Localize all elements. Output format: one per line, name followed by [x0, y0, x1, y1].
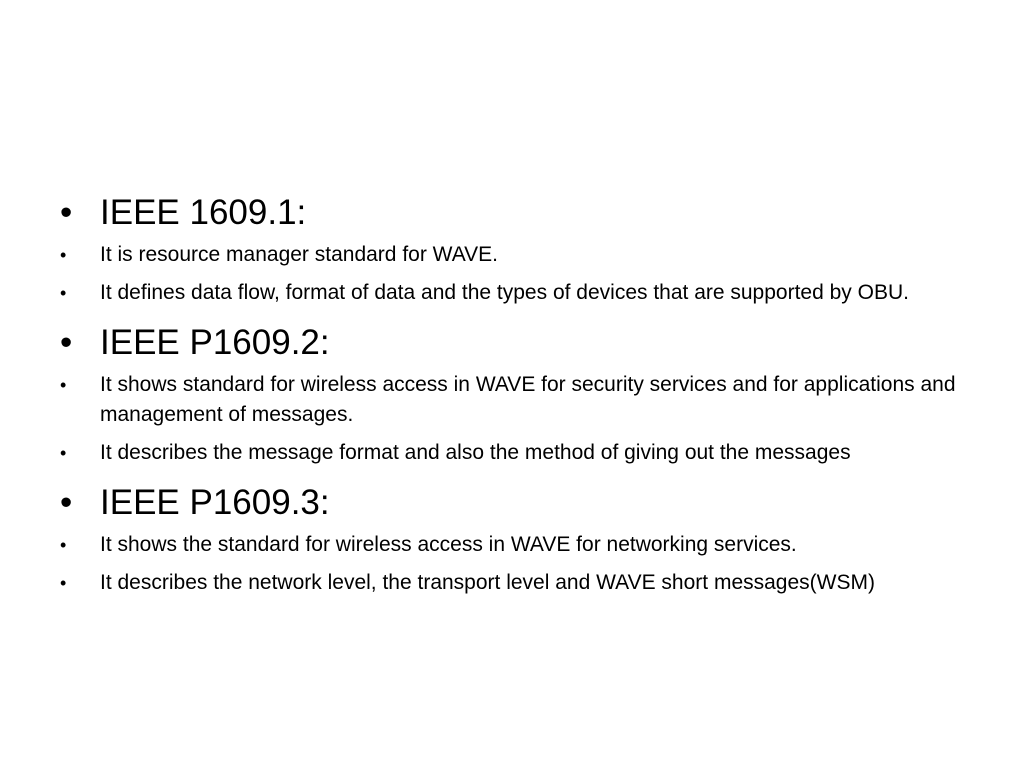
bullet-point — [58, 370, 958, 430]
bullet-point — [58, 240, 958, 270]
section-heading-1609-1 — [58, 190, 958, 236]
slide-body — [58, 190, 958, 606]
bullet-text: It shows standard for wireless access in WAVE for security services and for applications and management of messages. — [100, 373, 956, 426]
bullet-icon: • — [60, 573, 67, 593]
bullet-icon: • — [60, 535, 67, 555]
bullet-text: It shows the standard for wireless access in WAVE for networking services. — [100, 533, 797, 556]
bullet-point — [58, 438, 958, 468]
bullet-point — [58, 530, 958, 560]
heading-text: IEEE P1609.2: — [100, 323, 330, 362]
bullet-icon: • — [60, 245, 67, 265]
bullet-icon: • — [60, 483, 73, 522]
section-heading-p1609-3 — [58, 480, 958, 526]
bullet-point — [58, 568, 958, 598]
bullet-text: It is resource manager standard for WAVE. — [100, 243, 498, 266]
bullet-point — [58, 278, 958, 308]
bullet-icon: • — [60, 283, 67, 303]
bullet-text: It defines data flow, format of data and the types of devices that are supported by OBU. — [100, 281, 909, 304]
bullet-icon: • — [60, 323, 73, 362]
heading-text: IEEE P1609.3: — [100, 483, 330, 522]
bullet-icon: • — [60, 193, 73, 232]
bullet-text: It describes the network level, the transport level and WAVE short messages(WSM) — [100, 571, 875, 594]
bullet-text: It describes the message format and also the method of giving out the messages — [100, 441, 851, 464]
bullet-icon: • — [60, 443, 67, 463]
section-heading-p1609-2 — [58, 320, 958, 366]
bullet-icon: • — [60, 375, 67, 395]
heading-text: IEEE 1609.1: — [100, 193, 307, 232]
